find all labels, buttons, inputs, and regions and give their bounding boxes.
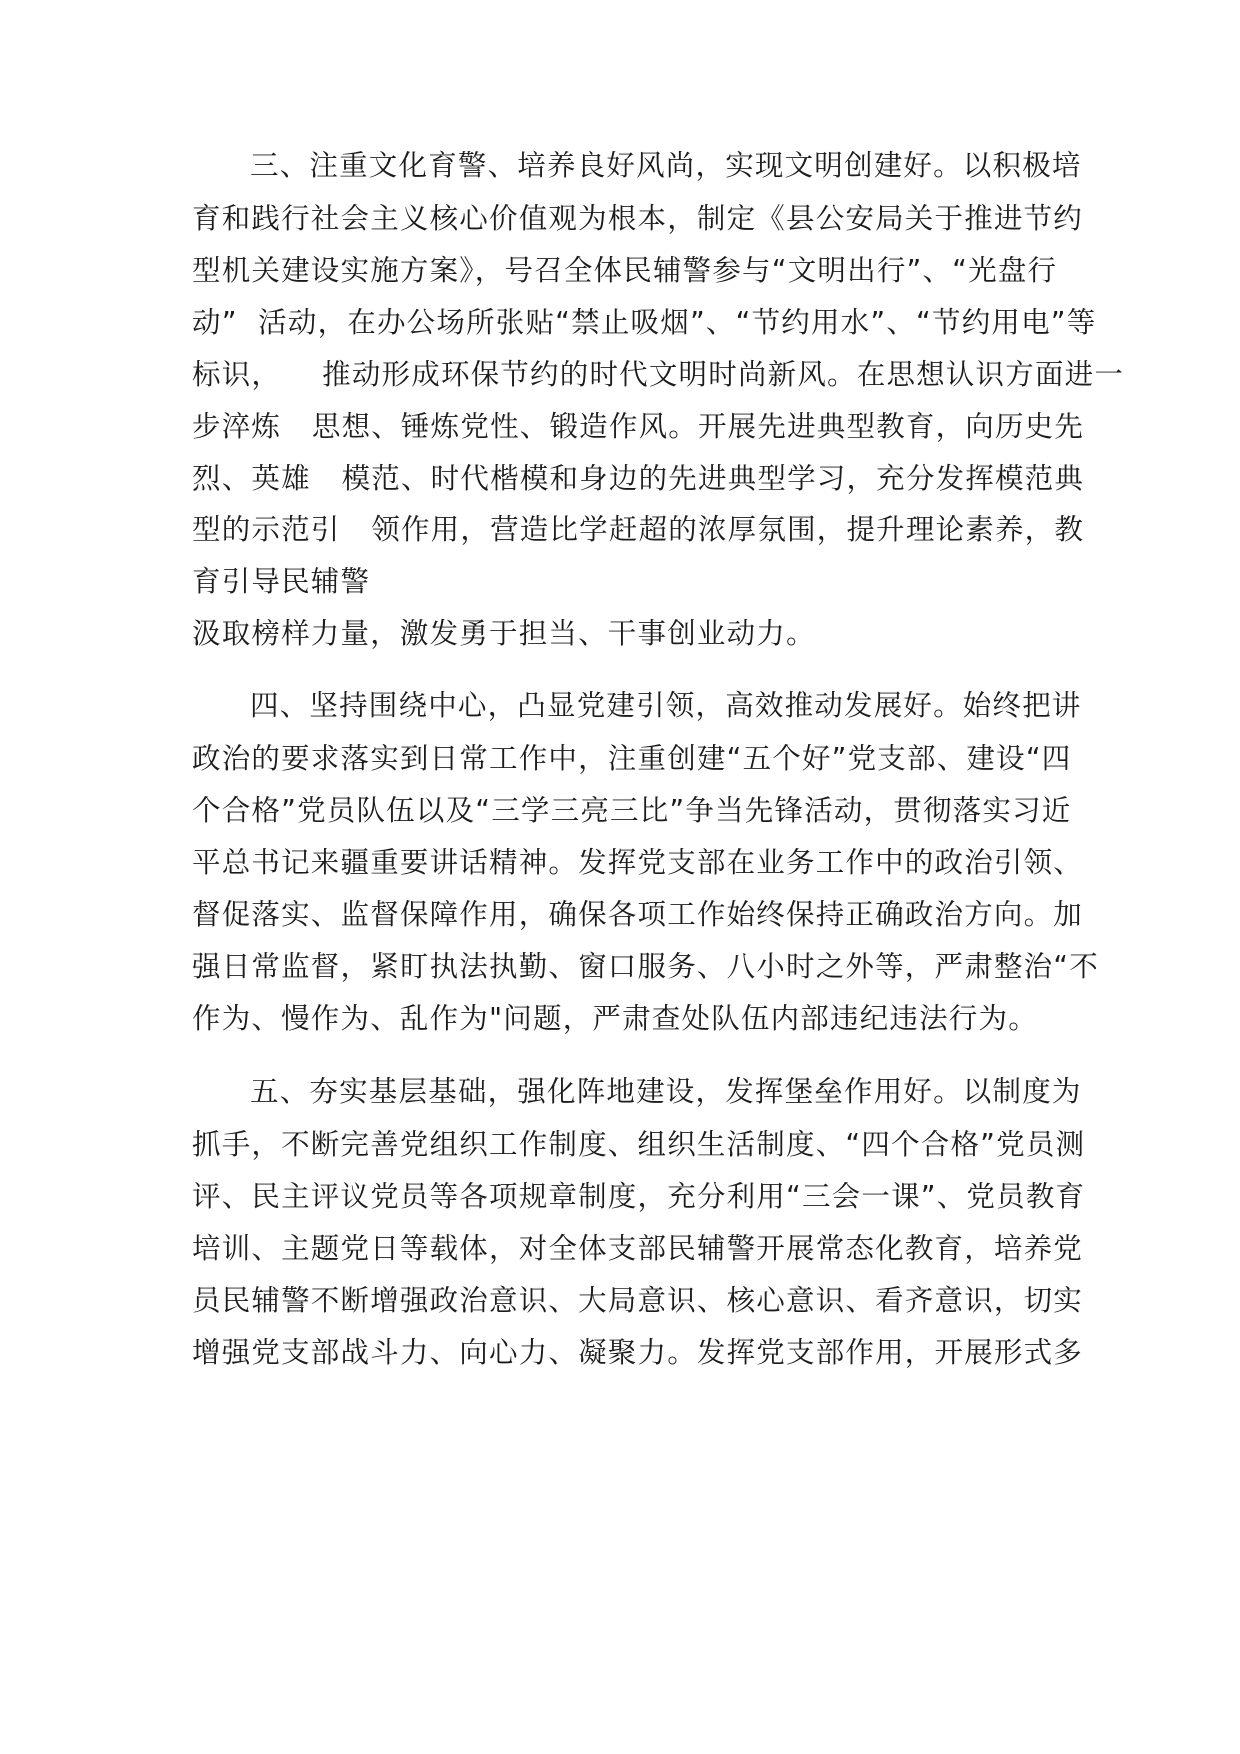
text-line: 个合格”党员队伍以及“三学三亮三比”争当先锋活动，贯彻落实习近 <box>192 794 1072 827</box>
text-line: 三、注重文化育警、培养良好风尚，实现文明创建好。以积极培 <box>250 149 1082 182</box>
text-line: 标识， 推动形成环保节约的时代文明时尚新风。在思想认识方面进一 <box>192 358 1125 391</box>
text-line: 抓手，不断完善党组织工作制度、组织生活制度、“四个合格”党员测 <box>192 1128 1086 1161</box>
text-line: 政治的要求落实到日常工作中，注重创建“五个好”党支部、建设“四 <box>192 742 1072 775</box>
text-line: 型的示范引 领作用，营造比学赶超的浓厚氛围，提升理论素养，教 <box>192 513 1085 546</box>
text-line: 育引导民辅警 <box>192 565 371 598</box>
text-line: 动” 活动，在办公场所张贴“禁止吸烟”、“节约用水”、“节约用电”等 <box>192 306 1097 339</box>
text-line: 五、夯实基层基础，强化阵地建设，发挥堡垒作用好。以制度为 <box>250 1075 1082 1108</box>
text-line: 育和践行社会主义核心价值观为根本，制定《县公安局关于推进节约 <box>192 202 1084 235</box>
text-line: 增强党支部战斗力、向心力、凝聚力。发挥党支部作用，开展形式多 <box>192 1336 1084 1369</box>
text-line: 强日常监督，紧盯执法执勤、窗口服务、八小时之外等，严肃整治“不 <box>192 950 1099 983</box>
text-line: 培训、主题党日等载体，对全体支部民辅警开展常态化教育，培养党 <box>192 1232 1084 1265</box>
text-line: 平总书记来疆重要讲话精神。发挥党支部在业务工作中的政治引领、 <box>192 846 1084 879</box>
text-line: 烈、英雄 模范、时代楷模和身边的先进典型学习，充分发挥模范典 <box>192 462 1085 495</box>
text-line: 作为、慢作为、乱作为"问题，严肃查处队伍内部违纪违法行为。 <box>192 1002 1038 1035</box>
text-line: 型机关建设实施方案》，号召全体民辅警参与“文明出行”、“光盘行 <box>192 254 1058 287</box>
text-line: 评、民主评议党员等各项规章制度，充分利用“三会一课”、党员教育 <box>192 1180 1086 1213</box>
text-line: 督促落实、监督保障作用，确保各项工作始终保持正确政治方向。加 <box>192 898 1084 931</box>
text-line: 步淬炼 思想、锤炼党性、锻造作风。开展先进典型教育，向历史先 <box>192 410 1085 443</box>
text-line: 员民辅警不断增强政治意识、大局意识、核心意识、看齐意识，切实 <box>192 1284 1084 1317</box>
text-line: 四、坚持围绕中心，凸显党建引领，高效推动发展好。始终把讲 <box>250 689 1082 722</box>
text-line: 汲取榜样力量，激发勇于担当、干事创业动力。 <box>192 617 816 650</box>
